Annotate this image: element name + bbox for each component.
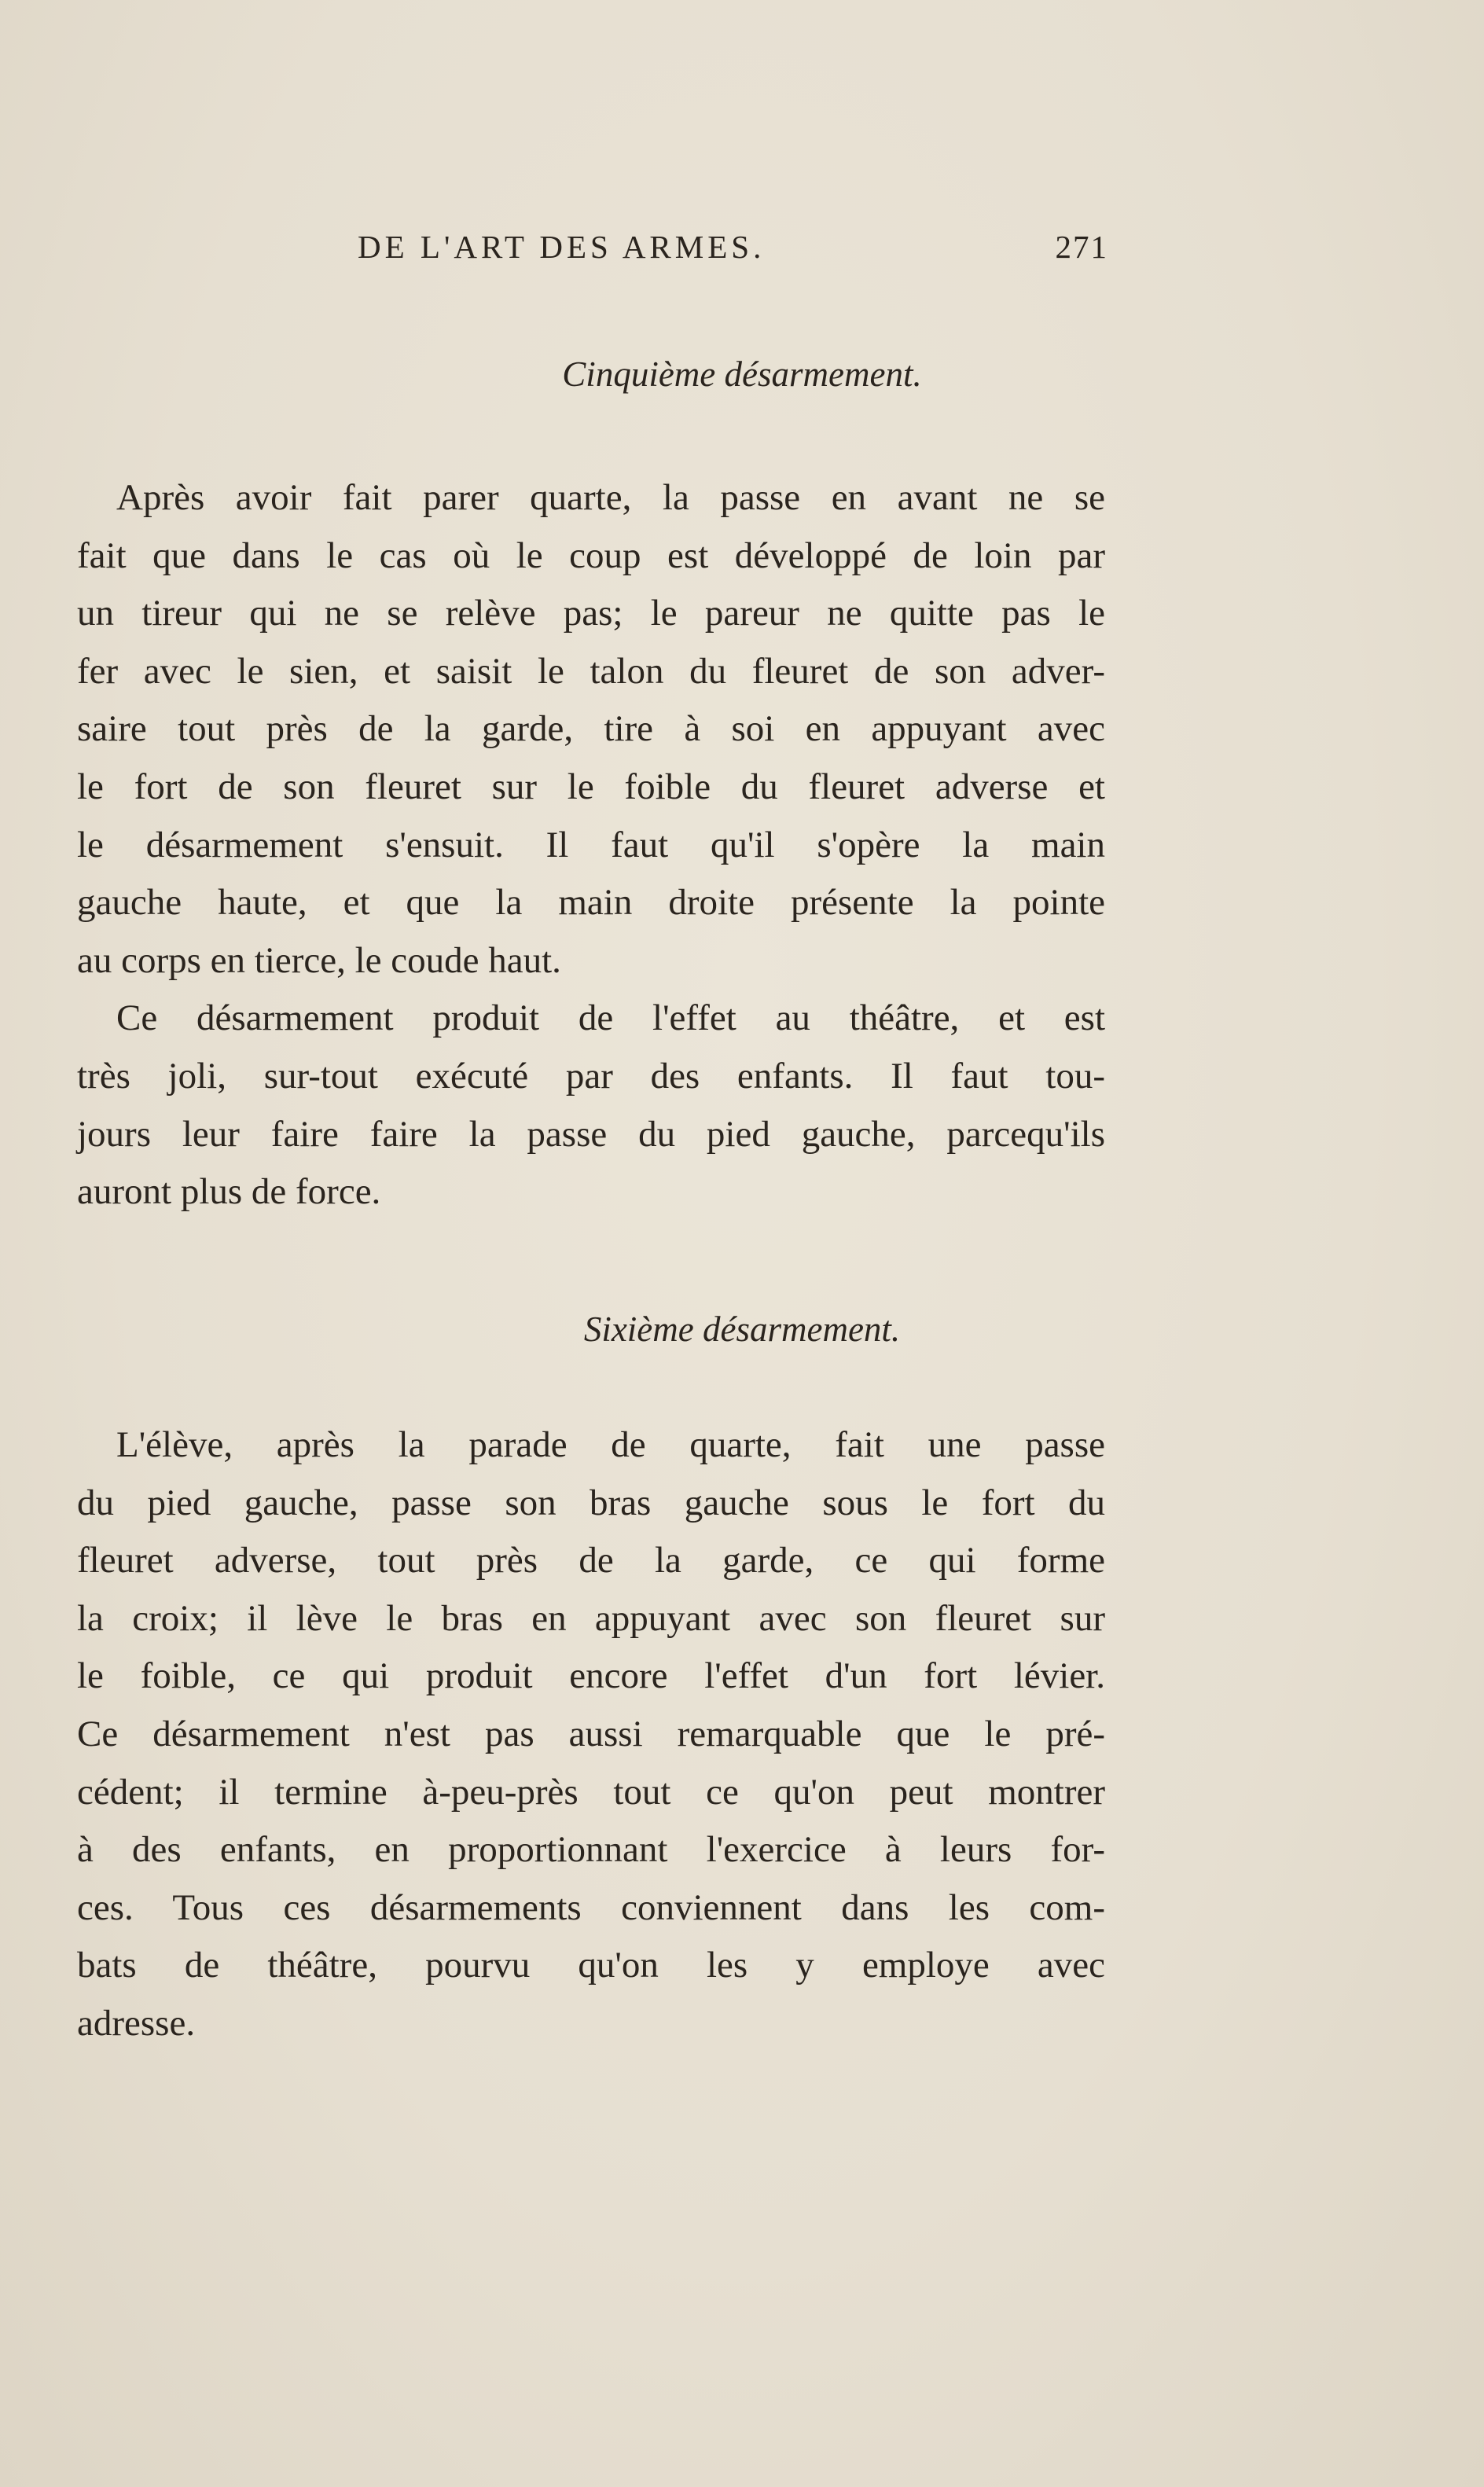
- text-line: bats de théâtre, pourvu qu'on les y employe avec: [77, 1945, 1105, 1986]
- section-body-cinquieme: [77, 469, 1105, 1221]
- running-title: DE L'ART DES ARMES.: [358, 229, 766, 265]
- text-line: saire tout près de la garde, tire à soi en appuyant avec: [77, 708, 1105, 750]
- paragraph: [77, 1416, 1105, 2053]
- text-line: du pied gauche, passe son bras gauche sous le fort du: [77, 1482, 1105, 1523]
- text-line: Ce désarmement produit de l'effet au théâtre, et est: [116, 997, 1105, 1039]
- text-line: jours leur faire faire la passe du pied gauche, parcequ'ils: [77, 1113, 1105, 1155]
- paragraph: [77, 469, 1105, 990]
- section-body-sixieme: [77, 1416, 1105, 2053]
- text-line: fleuret adverse, tout près de la garde, ce qui forme: [77, 1540, 1105, 1581]
- page-number: 271: [1055, 229, 1108, 265]
- text-line: le fort de son fleuret sur le foible du fleuret adverse et: [77, 766, 1105, 807]
- text-line: à des enfants, en proportionnant l'exercice à leurs for-: [77, 1829, 1105, 1871]
- text-line: auront plus de force.: [77, 1171, 381, 1213]
- text-line: gauche haute, et que la main droite présente la pointe: [77, 882, 1105, 924]
- running-head: [358, 228, 1108, 267]
- text-line: L'élève, après la parade de quarte, fait une passe: [116, 1424, 1105, 1465]
- text-line: le foible, ce qui produit encore l'effet d'un fort lévier.: [77, 1655, 1105, 1697]
- text-line: adresse.: [77, 2002, 196, 2044]
- text-line: fer avec le sien, et saisit le talon du fleuret de son adver-: [77, 650, 1105, 692]
- section-heading-sixieme: Sixième désarmement.: [583, 1310, 901, 1349]
- section-heading-cinquieme: Cinquième désarmement.: [562, 354, 922, 394]
- text-line: le désarmement s'ensuit. Il faut qu'il s'opère la main: [77, 824, 1105, 865]
- text-line: fait que dans le cas où le coup est développé de loin par: [77, 535, 1105, 576]
- text-line: un tireur qui ne se relève pas; le pareur ne quitte pas le: [77, 593, 1105, 634]
- paragraph: [77, 990, 1105, 1221]
- text-line: Ce désarmement n'est pas aussi remarquable que le pré-: [77, 1713, 1105, 1754]
- text-line: au corps en tierce, le coude haut.: [77, 939, 561, 981]
- text-line: très joli, sur-tout exécuté par des enfants. Il faut tou-: [77, 1055, 1105, 1097]
- text-line: la croix; il lève le bras en appuyant avec son fleuret sur: [77, 1597, 1105, 1639]
- text-line: cédent; il termine à-peu-près tout ce qu'on peut montrer: [77, 1771, 1105, 1813]
- text-line: ces. Tous ces désarmements conviennent dans les com-: [77, 1886, 1105, 1928]
- text-line: Après avoir fait parer quarte, la passe en avant ne se: [116, 477, 1105, 518]
